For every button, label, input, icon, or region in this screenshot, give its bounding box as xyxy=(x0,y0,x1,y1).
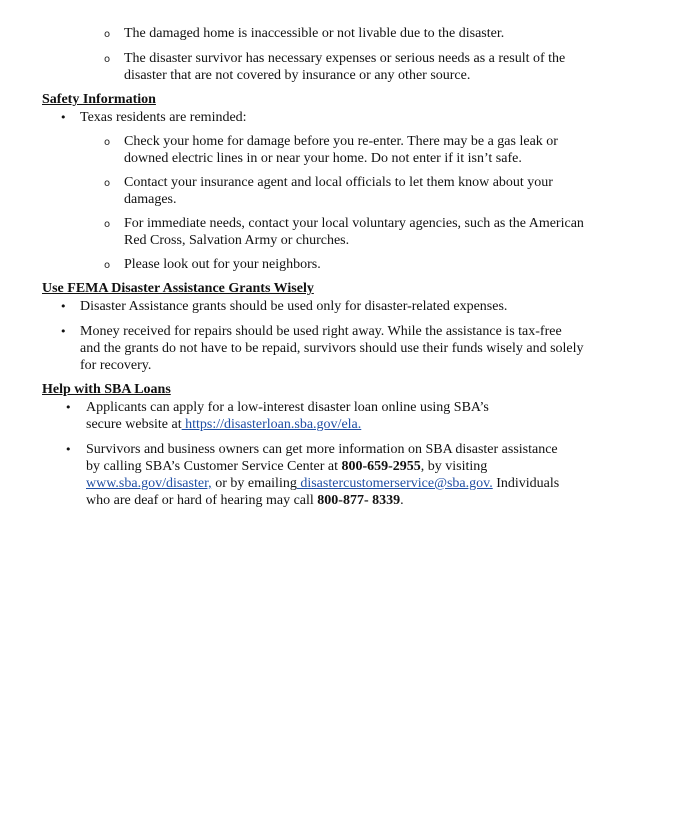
tty-phone-number: 800-877- 8339 xyxy=(317,493,401,508)
intro-item-2-line-1: The disaster survivor has necessary expenses or serious needs as a result of the xyxy=(124,51,566,66)
sub-bullet-marker: o xyxy=(104,219,111,230)
bullet-marker: • xyxy=(65,401,72,414)
disaster-loan-link[interactable]: https://disasterloan.sba.gov/ela. xyxy=(181,417,362,432)
sub-bullet-marker: o xyxy=(104,29,111,40)
sba-email-link[interactable]: disastercustomerservice@sba.gov. xyxy=(296,476,493,491)
safety-item-2-line-1: Contact your insurance agent and local officials to let them know about your xyxy=(124,175,553,190)
sba-heading: Help with SBA Loans xyxy=(42,382,171,397)
sub-bullet-marker: o xyxy=(104,54,111,65)
sub-bullet-marker: o xyxy=(104,260,111,271)
sba-bullet-2-line-4 xyxy=(86,492,404,509)
safety-item-3-line-1: For immediate needs, contact your local voluntary agencies, such as the American xyxy=(124,216,584,231)
bullet-marker: • xyxy=(60,325,67,338)
sba-b2-line3-mid: or by emailing xyxy=(211,476,297,491)
sba-bullet-2-line-1: Survivors and business owners can get more information on SBA disaster assistance xyxy=(86,442,558,457)
intro-item-1-line-1: The damaged home is inaccessible or not livable due to the disaster. xyxy=(124,26,505,41)
bullet-marker: • xyxy=(60,111,67,124)
sba-b1-prefix: secure website at xyxy=(86,417,182,432)
sba-b2-line3-suffix: Individuals xyxy=(492,476,560,491)
fema-bullet-2-line-1: Money received for repairs should be used right away. While the assistance is tax-free xyxy=(80,324,562,339)
fema-bullet-2-line-2: and the grants do not have to be repaid, survivors should use their funds wisely and solely xyxy=(80,341,584,356)
safety-heading: Safety Information xyxy=(42,92,156,107)
fema-bullet-2-line-3: for recovery. xyxy=(80,358,152,373)
sba-b2-line2-prefix: by calling SBA’s Customer Service Center at xyxy=(86,459,342,474)
sba-disaster-link[interactable]: www.sba.gov/disaster, xyxy=(86,476,212,491)
sba-bullet-2-line-3 xyxy=(86,475,559,492)
sba-phone-number: 800-659-2955 xyxy=(341,459,421,474)
safety-bullet-text: Texas residents are reminded: xyxy=(80,110,247,125)
sba-b2-line4-suffix: . xyxy=(400,493,404,508)
safety-item-1-line-1: Check your home for damage before you re-enter. There may be a gas leak or xyxy=(124,134,558,149)
bullet-marker: • xyxy=(65,443,72,456)
sba-b2-line4-prefix: who are deaf or hard of hearing may call xyxy=(86,493,318,508)
safety-item-1-line-2: downed electric lines in or near your home. Do not enter if it isn’t safe. xyxy=(124,151,522,166)
fema-heading: Use FEMA Disaster Assistance Grants Wisely xyxy=(42,281,314,296)
safety-item-4-line-1: Please look out for your neighbors. xyxy=(124,257,321,272)
bullet-marker: • xyxy=(60,300,67,313)
intro-item-2-line-2: disaster that are not covered by insurance or any other source. xyxy=(124,68,471,83)
sub-bullet-marker: o xyxy=(104,178,111,189)
safety-item-2-line-2: damages. xyxy=(124,192,177,207)
sba-bullet-2-line-2 xyxy=(86,458,487,475)
sba-bullet-1-line-2 xyxy=(86,416,361,433)
sba-b2-line2-suffix: , by visiting xyxy=(420,459,488,474)
sba-bullet-1-line-1: Applicants can apply for a low-interest disaster loan online using SBA’s xyxy=(86,400,489,415)
safety-item-3-line-2: Red Cross, Salvation Army or churches. xyxy=(124,233,350,248)
sub-bullet-marker: o xyxy=(104,137,111,148)
fema-bullet-1-line-1: Disaster Assistance grants should be used only for disaster-related expenses. xyxy=(80,299,508,314)
